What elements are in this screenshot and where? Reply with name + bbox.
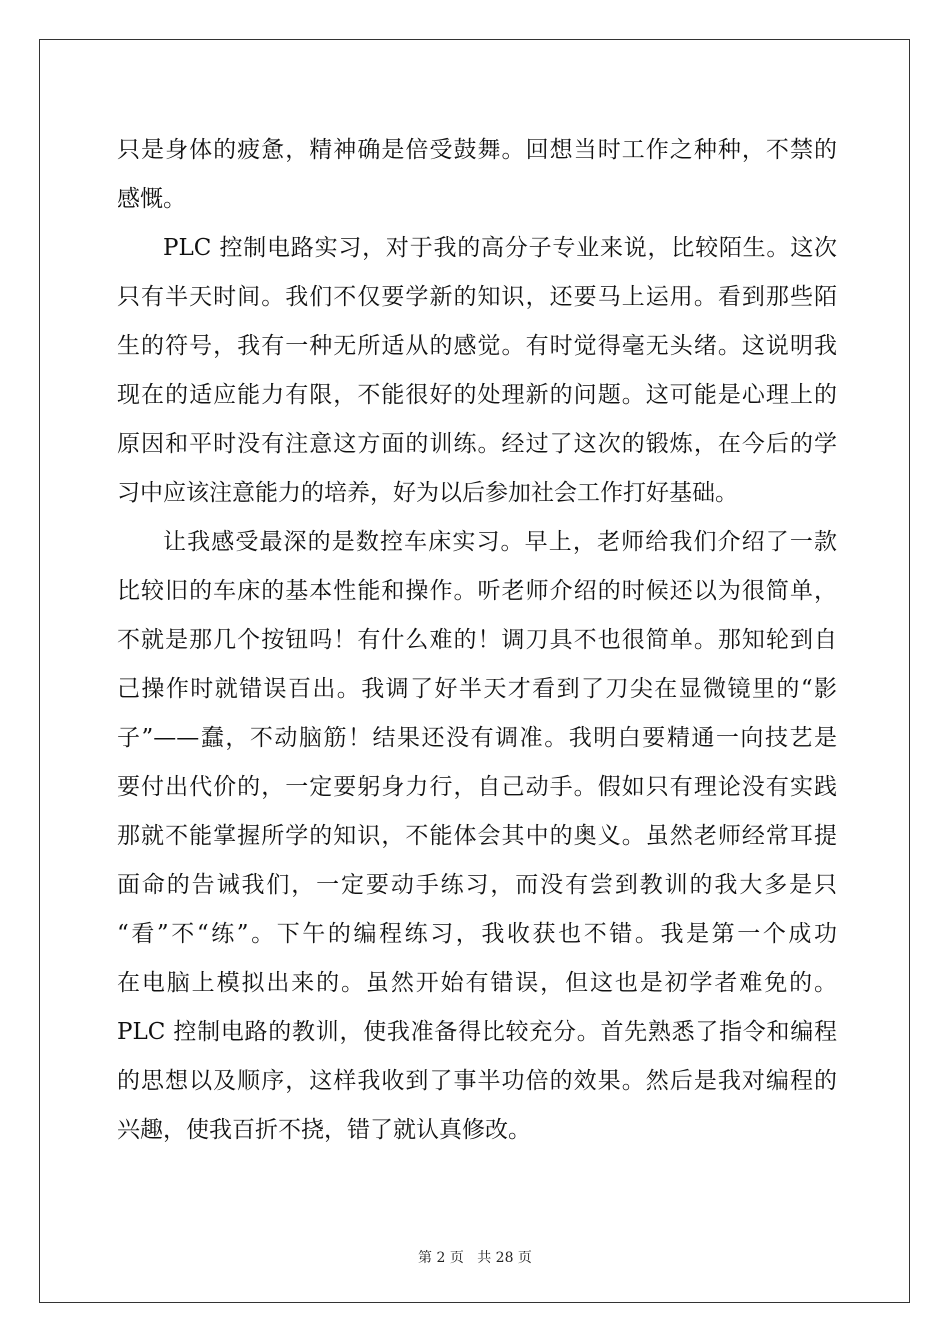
text-line: PLC 控制电路的教训，使我准备得比较充分。首先熟悉了指令和编程 [117, 1019, 837, 1045]
text-line: 面命的告诫我们，一定要动手练习，而没有尝到教训的我大多是只 [117, 872, 837, 898]
text-line: 只是身体的疲惫，精神确是倍受鼓舞。回想当时工作之种种，不禁的 [117, 137, 837, 163]
text-line: 子”——蠢，不动脑筋！结果还没有调准。我明白要精通一向技艺是 [117, 725, 837, 751]
text-line: 比较旧的车床的基本性能和操作。听老师介绍的时候还以为很简单， [117, 578, 837, 604]
text-line: 习中应该注意能力的培养，好为以后参加社会工作打好基础。 [117, 480, 738, 506]
page-number: 第 2 页 [418, 1250, 464, 1266]
text-line: 在电脑上模拟出来的。虽然开始有错误，但这也是初学者难免的。 [117, 970, 837, 996]
paragraph-3 [117, 518, 837, 1155]
text-line: “看”不“练”。下午的编程练习，我收获也不错。我是第一个成功 [117, 921, 837, 947]
text-line: 己操作时就错误百出。我调了好半天才看到了刀尖在显微镜里的“影 [117, 676, 837, 702]
text-line: 兴趣，使我百折不挠，错了就认真修改。 [117, 1117, 531, 1143]
paragraph-1 [117, 126, 837, 224]
paragraph-2 [117, 224, 837, 518]
text-line: 的思想以及顺序，这样我收到了事半功倍的效果。然后是我对编程的 [117, 1068, 837, 1094]
text-line: 不就是那几个按钮吗！有什么难的！调刀具不也很简单。那知轮到自 [117, 627, 837, 653]
text-line: 要付出代价的，一定要躬身力行，自己动手。假如只有理论没有实践 [117, 774, 837, 800]
document-body [117, 126, 837, 1155]
page-footer [0, 1247, 950, 1267]
text-line: 那就不能掌握所学的知识，不能体会其中的奥义。虽然老师经常耳提 [117, 823, 837, 849]
text-line: 原因和平时没有注意这方面的训练。经过了这次的锻炼，在今后的学 [117, 431, 837, 457]
text-line: 让我感受最深的是数控车床实习。早上，老师给我们介绍了一款 [163, 529, 837, 555]
text-line: 现在的适应能力有限，不能很好的处理新的问题。这可能是心理上的 [117, 382, 837, 408]
text-line: 生的符号，我有一种无所适从的感觉。有时觉得毫无头绪。这说明我 [117, 333, 837, 359]
page-total: 共 28 页 [477, 1250, 532, 1266]
text-line: 感慨。 [117, 186, 186, 212]
text-line: PLC 控制电路实习，对于我的高分子专业来说，比较陌生。这次 [163, 235, 837, 261]
text-line: 只有半天时间。我们不仅要学新的知识，还要马上运用。看到那些陌 [117, 284, 837, 310]
